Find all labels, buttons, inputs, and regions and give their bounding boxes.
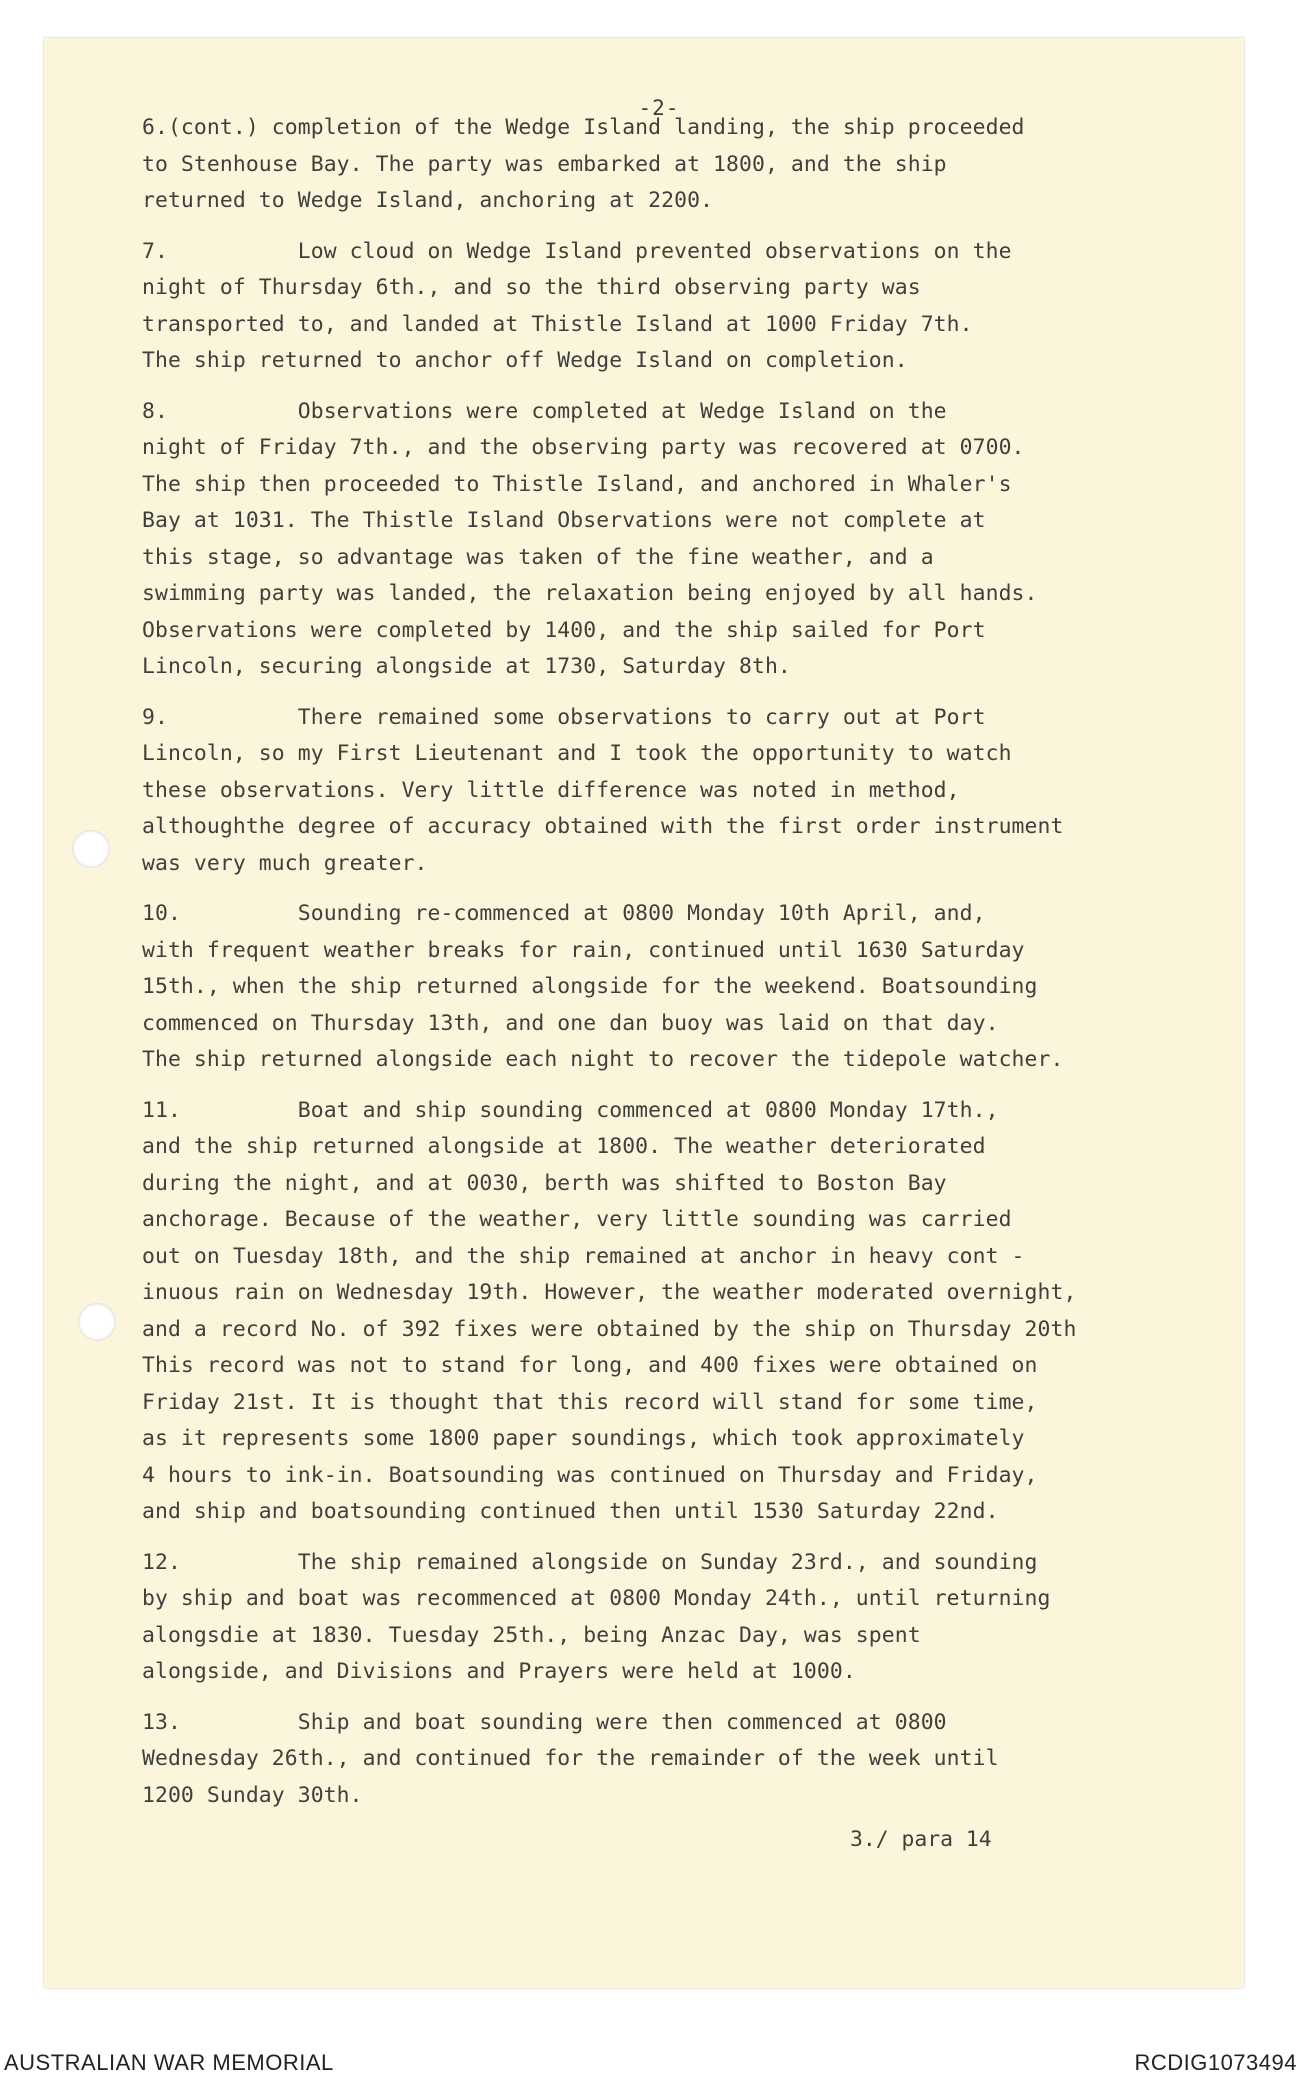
paragraph-11 bbox=[142, 1093, 1222, 1531]
text-line: inuous rain on Wednesday 19th. However, the weather moderated overnight, bbox=[142, 1280, 1077, 1305]
text-line: 9. There remained some observations to carry out at Port bbox=[142, 704, 986, 730]
text-line: alongside, and Divisions and Prayers were held at 1000. bbox=[142, 1659, 856, 1684]
text-line: 8. Observations were completed at Wedge Island on the bbox=[142, 398, 947, 424]
text-line: 11. Boat and ship sounding commenced at 0800 Monday 17th., bbox=[142, 1097, 999, 1123]
continuation-reference: 3./ para 14 bbox=[850, 1827, 992, 1852]
text-line: The ship then proceeded to Thistle Island, and anchored in Whaler's bbox=[142, 471, 1012, 497]
text-line: 1200 Sunday 30th. bbox=[142, 1782, 363, 1808]
text-line: this stage, so advantage was taken of the fine weather, and a bbox=[142, 544, 934, 570]
text-line: returned to Wedge Island, anchoring at 2200. bbox=[142, 188, 714, 213]
text-line: The ship returned to anchor off Wedge Island on completion. bbox=[142, 348, 908, 373]
text-line: Lincoln, securing alongside at 1730, Saturday 8th. bbox=[142, 654, 791, 679]
text-line: was very much greater. bbox=[142, 850, 428, 876]
paragraph-10 bbox=[142, 896, 1222, 1079]
text-line: night of Friday 7th., and the observing party was recovered at 0700. bbox=[142, 435, 1025, 460]
document-body bbox=[142, 110, 1222, 1828]
text-line: 6.(cont.) completion of the Wedge Island landing, the ship proceeded bbox=[142, 115, 1025, 140]
text-line: 4 hours to ink-in. Boatsounding was continued on Thursday and Friday, bbox=[142, 1462, 1038, 1488]
text-line: transported to, and landed at Thistle Island at 1000 Friday 7th. bbox=[142, 311, 973, 337]
text-line: swimming party was landed, the relaxation being enjoyed by all hands. bbox=[142, 581, 1038, 606]
paragraph-8 bbox=[142, 394, 1222, 686]
paragraph-6-cont bbox=[142, 110, 1222, 220]
text-line: commenced on Thursday 13th, and one dan buoy was laid on that day. bbox=[142, 1010, 999, 1036]
text-line: alongsdie at 1830. Tuesday 25th., being Anzac Day, was spent bbox=[142, 1622, 921, 1648]
text-line: these observations. Very little difference was noted in method, bbox=[142, 777, 960, 803]
text-line: Bay at 1031. The Thistle Island Observations were not complete at bbox=[142, 508, 986, 533]
text-line: night of Thursday 6th., and so the third observing party was bbox=[142, 275, 921, 300]
text-line: and the ship returned alongside at 1800. The weather deteriorated bbox=[142, 1134, 986, 1159]
text-line: Wednesday 26th., and continued for the remainder of the week until bbox=[142, 1746, 999, 1771]
text-line: 7. Low cloud on Wedge Island prevented observations on the bbox=[142, 238, 1012, 264]
text-line: and a record No. of 392 fixes were obtained by the ship on Thursday 20th bbox=[142, 1316, 1077, 1342]
punch-hole-lower bbox=[78, 1303, 116, 1341]
text-line: to Stenhouse Bay. The party was embarked at 1800, and the ship bbox=[142, 151, 947, 177]
text-line: and ship and boatsounding continued then until 1530 Saturday 22nd. bbox=[142, 1499, 999, 1524]
text-line: Observations were completed by 1400, and the ship sailed for Port bbox=[142, 617, 986, 643]
paragraph-12 bbox=[142, 1545, 1222, 1691]
punch-hole-upper bbox=[72, 830, 110, 868]
text-line: by ship and boat was recommenced at 0800 Monday 24th., until returning bbox=[142, 1586, 1051, 1611]
paragraph-9 bbox=[142, 700, 1222, 883]
archive-caption-record-id: RCDIG1073494 bbox=[1134, 2050, 1297, 2075]
text-line: as it represents some 1800 paper soundings, which took approximately bbox=[142, 1426, 1025, 1451]
text-line: This record was not to stand for long, and 400 fixes were obtained on bbox=[142, 1353, 1038, 1378]
text-line: Lincoln, so my First Lieutenant and I took the opportunity to watch bbox=[142, 741, 1012, 766]
text-line: 15th., when the ship returned alongside for the weekend. Boatsounding bbox=[142, 974, 1038, 999]
paragraph-13 bbox=[142, 1705, 1222, 1815]
text-line: with frequent weather breaks for rain, continued until 1630 Saturday bbox=[142, 937, 1025, 963]
page-number: -2- bbox=[638, 96, 680, 120]
text-line: The ship returned alongside each night to recover the tidepole watcher. bbox=[142, 1047, 1064, 1072]
text-line: Friday 21st. It is thought that this record will stand for some time, bbox=[142, 1389, 1038, 1415]
paragraph-7 bbox=[142, 234, 1222, 380]
text-line: anchorage. Because of the weather, very little sounding was carried bbox=[142, 1207, 1012, 1232]
text-line: 12. The ship remained alongside on Sunday 23rd., and sounding bbox=[142, 1549, 1038, 1575]
text-line: during the night, and at 0030, berth was shifted to Boston Bay bbox=[142, 1170, 947, 1196]
text-line: 13. Ship and boat sounding were then commenced at 0800 bbox=[142, 1709, 947, 1735]
text-line: 10. Sounding re-commenced at 0800 Monday 10th April, and, bbox=[142, 901, 986, 926]
archive-caption-institution: AUSTRALIAN WAR MEMORIAL bbox=[4, 2050, 334, 2075]
text-line: althoughthe degree of accuracy obtained with the first order instrument bbox=[142, 814, 1064, 839]
text-line: out on Tuesday 18th, and the ship remained at anchor in heavy cont - bbox=[142, 1243, 1025, 1269]
